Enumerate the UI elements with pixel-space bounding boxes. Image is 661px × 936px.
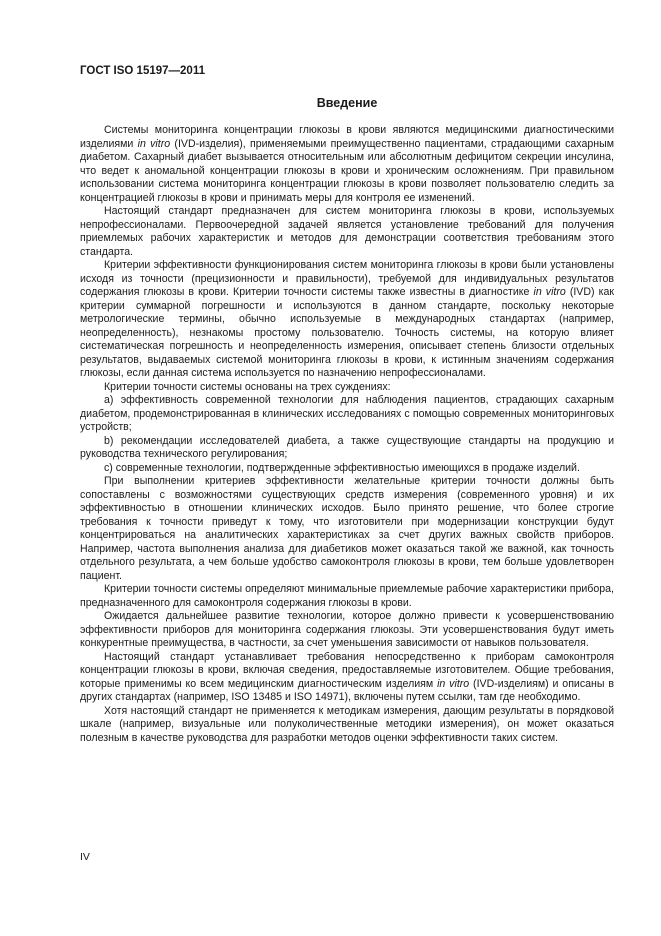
paragraph: Хотя настоящий стандарт не применяется к методикам измерения, дающим результаты в порядковой шкале (например, визуальные или полуколичественные методики измерения), он может оказаться полезным в качестве руководства для разработки методов оценки эффективности таких систем. [80,704,614,744]
paragraph: Ожидается дальнейшее развитие технологии, которое должно привести к усовершенствованию эффективности приборов для мониторинга содержания глюкозы. Эти усовершенствования будут иметь конкурентные преимущества, в частности, за счет уменьшения зависимости от навыков пользователя. [80,610,614,649]
paragraph: Критерии точности системы основаны на трех суждениях: [104,380,391,393]
page-number: IV [80,851,90,863]
paragraph: При выполнении критериев эффективности желательные критерии точности должны быть сопоставлены с возможностями существующих средств измерения (современного уровня) и их эффективностью в отношении клинических исходов. Было принято решение, что более строгие требования к точности приведут к тому, что изготовители при модернизации конструкции будут концентрироваться на аналитических характеристиках за счет других важных свойств приборов. Например, частота выполнения анализа для диабетиков может оказаться такой же важной, как точность отдельного результата, а чем больше удобство самоконтроля глюкозы в крови, тем больше удовлетворен пациент. [80,475,614,582]
paragraph: Настоящий стандарт устанавливает требования непосредственно к приборам самоконтроля концентрации глюкозы в крови, включая сведения, предоставляемые изготовителем. Общие требования, которые применимы ко всем медицинским диагностическим изделиям in vitro (IVD-изделиям) и описаны в других стандартах (например, ISO 13485 и ISO 14971), включены путем ссылки, там где необходимо. [80,650,614,703]
paragraph: Критерии точности системы определяют минимальные приемлемые рабочие характеристики прибора, предназначенного для самоконтроля содержания глюкозы в крови. [80,583,614,609]
list-item: b) рекомендации исследователей диабета, а также существующие стандарты на продукцию и руководства технического регулирования; [80,434,614,460]
section-title: Введение [316,96,378,110]
paragraph: Настоящий стандарт предназначен для систем мониторинга глюкозы в крови, используемых непрофессионалами. Первоочередной задачей является установление требований для получения приемлемых рабочих характеристик и методов для демонстрации соответствия требованиям этого стандарта. [80,205,614,258]
document-body [80,124,614,745]
document-code-header: ГОСТ ISO 15197—2011 [80,65,205,77]
paragraph: Системы мониторинга концентрации глюкозы в крови являются медицинскими диагностическими изделиями in vitro (IVD-изделия), применяемыми преимущественно пациентами, страдающими сахарным диабетом. Сахарный диабет вызывается относительным или абсолютным дефицитом секреции инсулина, что ведет к аномальной концентрации глюкозы в крови и хроническим осложнениям. При правильном использовании система мониторинга концентрации глюкозы в крови позволяет пользователю следить за концентрацией глюкозы в крови и принимать меры для контроля ее изменений. [80,124,614,204]
list-item: a) эффективность современной технологии для наблюдения пациентов, страдающих сахарным диабетом, продемонстрированная в клинических исследованиях с помощью современных мониторинговых устройств; [80,394,614,433]
paragraph: Критерии эффективности функционирования систем мониторинга глюкозы в крови были установлены исходя из точности (прецизионности и правильности), требуемой для индивидуальных результатов содержания глюкозы в крови. Критерии точности системы также известны в диагностике in vitro (IVD) как критерии суммарной погрешности и используются в данном стандарте, поскольку некоторые метрологические термины, обычно используемые в международных стандартах (например, неопределенность), незнакомы простому пользователю. Точность системы, на которую влияет систематическая погрешность и неопределенность измерения, описывает степень близости отдельных результатов, выдаваемых системой мониторинга глюкозы в крови, к истинным значениям содержания глюкозы, если данная система используется по назначению непрофессионалами. [80,259,614,379]
list-item: c) современные технологии, подтвержденные эффективностью имеющихся в продаже изделий. [104,461,580,474]
